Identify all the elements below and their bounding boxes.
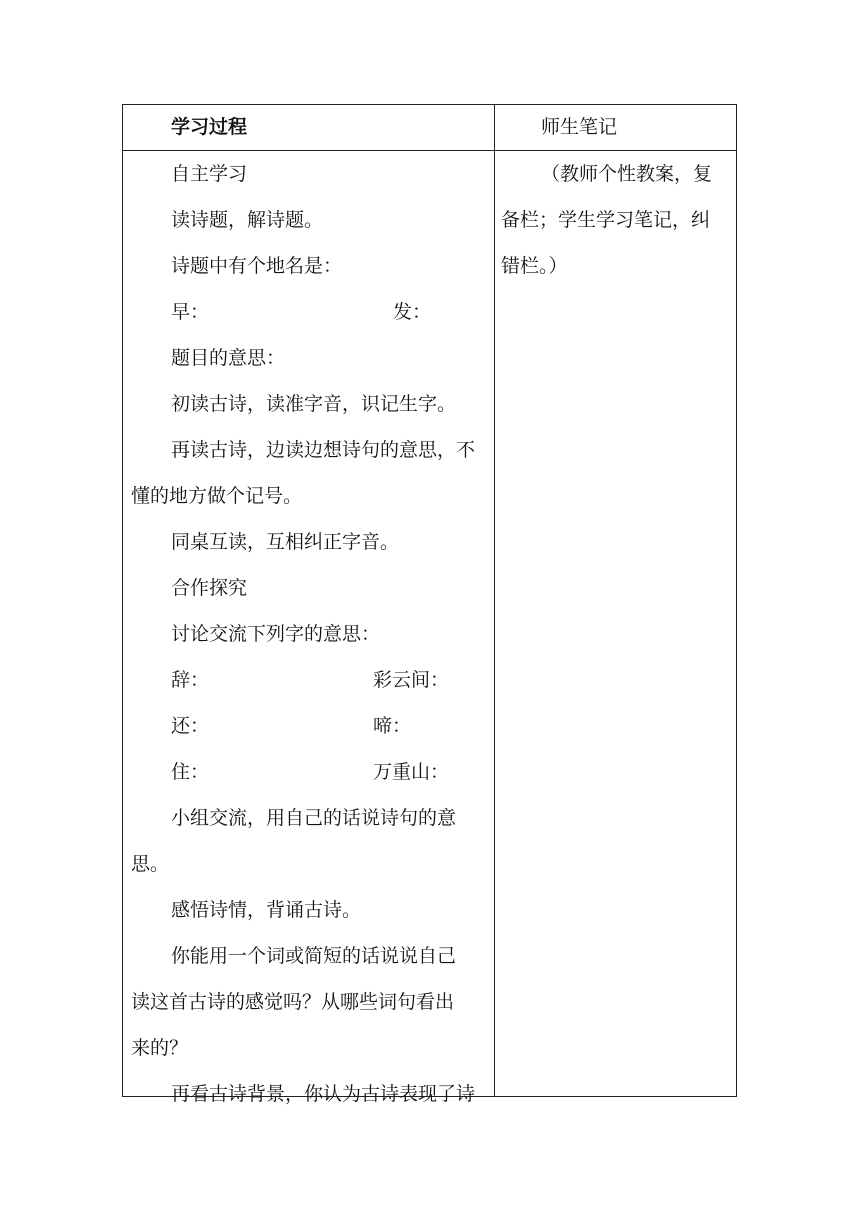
text-line: 讨论交流下列字的意思：	[171, 623, 381, 645]
text-line: 你能用一个词或简短的话说说自己	[171, 945, 457, 967]
text-line: 自主学习	[171, 163, 248, 185]
text-line: 诗题中有个地名是：	[171, 255, 343, 277]
fill-blank-label: 啼：	[373, 715, 412, 737]
fill-blank-label: 发：	[393, 301, 432, 323]
text-line: 同桌互读，互相纠正字音。	[171, 531, 400, 553]
text-line: 读这首古诗的感觉吗？从哪些词句看出	[131, 991, 455, 1013]
header-notes: 师生笔记	[541, 116, 618, 138]
lesson-table	[122, 104, 737, 1105]
header-learning-process: 学习过程	[171, 116, 248, 138]
text-line: 题目的意思：	[171, 347, 286, 369]
fill-blank-label: 万重山：	[373, 761, 450, 783]
text-line: 来的？	[131, 1037, 189, 1059]
text-line: 住：	[171, 761, 210, 783]
text-line: 懂的地方做个记号。	[131, 485, 303, 507]
text-line: 早：	[171, 301, 210, 323]
text-line: 读诗题，解诗题。	[171, 209, 324, 231]
text-line: （教师个性教案，复	[541, 163, 713, 185]
text-line: 思。	[131, 853, 170, 875]
text-line: 再读古诗，边读边想诗句的意思，不	[171, 439, 476, 461]
text-line: 再看古诗背景，你认为古诗表现了诗	[171, 1083, 476, 1105]
text-line: 还：	[171, 715, 210, 737]
text-line: 合作探究	[171, 577, 248, 599]
text-line: 初读古诗，读准字音，识记生字。	[171, 393, 457, 415]
fill-blank-label: 彩云间：	[373, 669, 450, 691]
text-line: 小组交流，用自己的话说诗句的意	[171, 807, 457, 829]
text-line: 错栏。）	[501, 255, 568, 277]
text-line: 感悟诗情，背诵古诗。	[171, 899, 362, 921]
column-divider	[494, 105, 495, 1096]
text-line: 辞：	[171, 669, 210, 691]
text-line: 备栏；学生学习笔记，纠	[501, 209, 711, 231]
